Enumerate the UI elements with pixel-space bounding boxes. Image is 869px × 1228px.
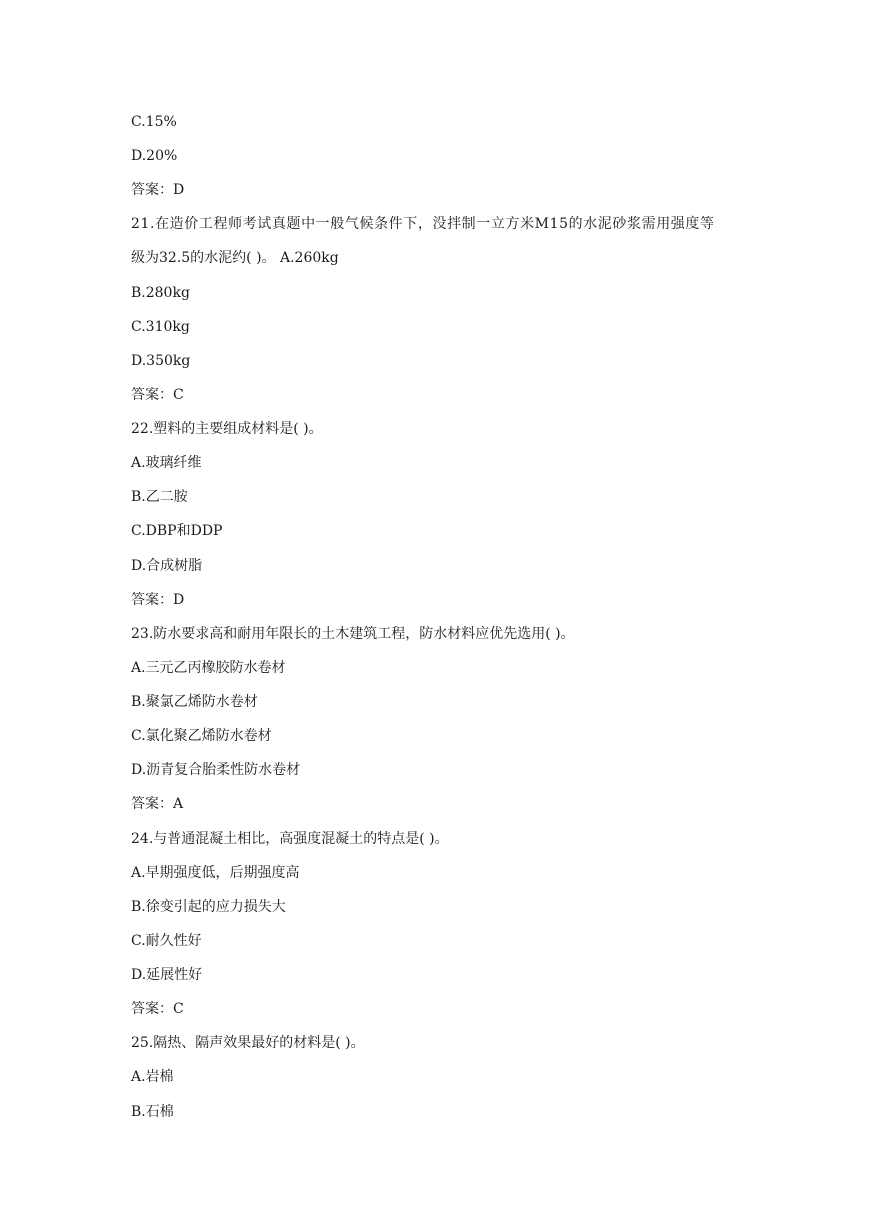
q25-stem: 25.隔热、隔声效果最好的材料是( )。 — [131, 1035, 365, 1051]
q23-stem: 23.防水要求高和耐用年限长的土木建筑工程，防水材料应优先选用( )。 — [131, 626, 575, 642]
q22-option-c: C.DBP和DDP — [131, 523, 223, 539]
q22-answer: 答案：D — [131, 592, 185, 608]
q22-option-a: A.玻璃纤维 — [131, 455, 202, 471]
q22-option-b: B.乙二胺 — [131, 489, 188, 505]
q24-option-b: B.徐变引起的应力损失大 — [131, 899, 286, 915]
q21-answer: 答案：C — [131, 387, 184, 403]
q21-option-d: D.350kg — [131, 353, 191, 369]
q23-answer: 答案：A — [131, 796, 184, 812]
q24-stem: 24.与普通混凝土相比，高强度混凝土的特点是( )。 — [131, 831, 449, 847]
q21-stem-line1: 21.在造价工程师考试真题中一般气候条件下，没拌制一立方米M15的水泥砂浆需用强度等 — [131, 216, 715, 232]
q21-stem-line2: 级为32.5的水泥约( )。 A.260kg — [131, 250, 339, 266]
q21-option-c: C.310kg — [131, 319, 190, 335]
q20-option-c: C.15% — [131, 114, 177, 130]
q23-option-b: B.聚氯乙烯防水卷材 — [131, 694, 258, 710]
q20-option-d: D.20% — [131, 148, 178, 164]
q24-option-a: A.早期强度低，后期强度高 — [131, 865, 300, 881]
q23-option-a: A.三元乙丙橡胶防水卷材 — [131, 660, 286, 676]
q22-stem: 22.塑料的主要组成材料是( )。 — [131, 421, 323, 437]
q23-option-d: D.沥青复合胎柔性防水卷材 — [131, 762, 301, 778]
q24-answer: 答案：C — [131, 1001, 184, 1017]
q22-option-d: D.合成树脂 — [131, 558, 203, 574]
q25-option-b: B.石棉 — [131, 1104, 174, 1120]
q20-answer: 答案：D — [131, 182, 185, 198]
q24-option-c: C.耐久性好 — [131, 933, 202, 949]
q23-option-c: C.氯化聚乙烯防水卷材 — [131, 728, 272, 744]
q24-option-d: D.延展性好 — [131, 967, 203, 983]
q21-option-b: B.280kg — [131, 285, 190, 301]
q25-option-a: A.岩棉 — [131, 1069, 174, 1085]
